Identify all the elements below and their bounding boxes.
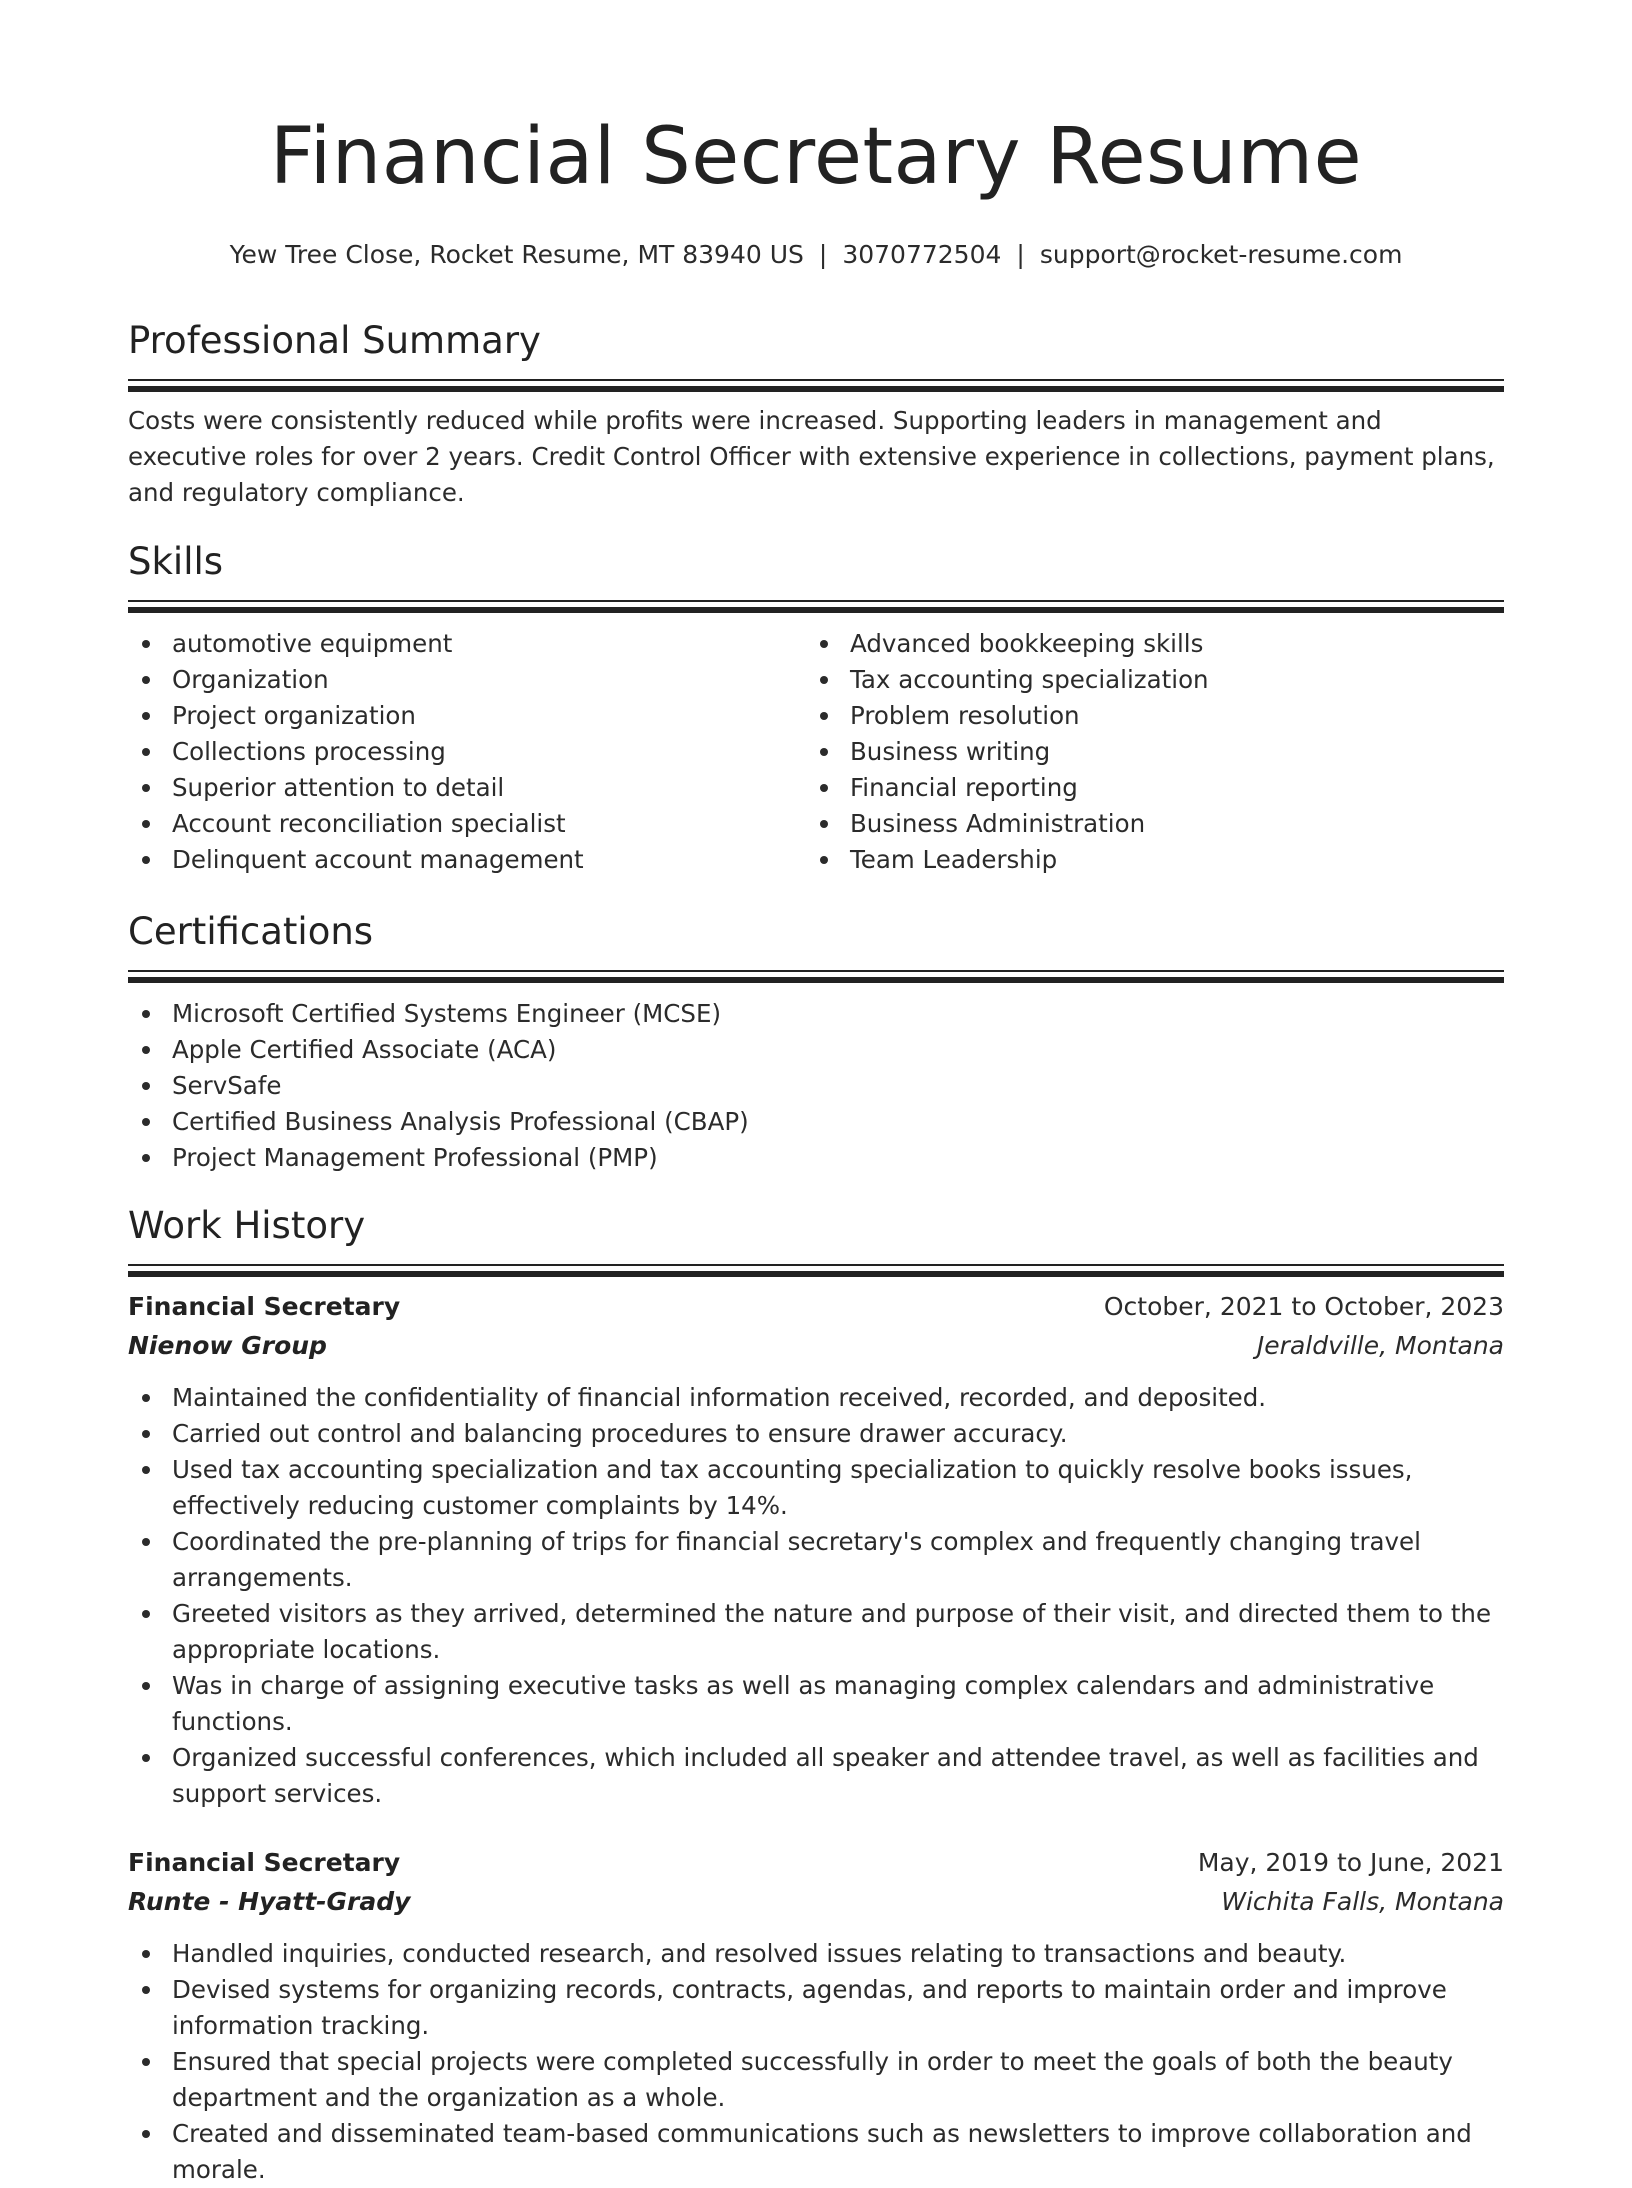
work-history-section <box>128 1204 1504 2188</box>
job-title: Financial Secretary <box>128 1848 401 1877</box>
section-divider <box>128 600 1504 614</box>
bullet-icon <box>142 1682 150 1690</box>
contact-line <box>128 240 1504 269</box>
bullet-icon <box>142 1010 150 1018</box>
skill-item: Business writing <box>806 734 1484 770</box>
certification-item: Apple Certified Associate (ACA) <box>128 1032 1504 1068</box>
job-header-row <box>128 1288 1504 1326</box>
section-divider <box>128 379 1504 393</box>
bullet-icon <box>142 1118 150 1126</box>
bullet-icon <box>142 820 150 828</box>
contact-separator: | <box>1016 240 1025 269</box>
section-title-skills: Skills <box>128 540 224 583</box>
skill-item: Financial reporting <box>806 770 1484 806</box>
summary-text: Costs were consistently reduced while profits were increased. Supporting leaders in management and executive roles for over 2 years. Credit Control Officer with extensive experience in collections, payment plans, and regulatory compliance. <box>128 406 1495 507</box>
job-title: Financial Secretary <box>128 1292 401 1321</box>
bullet-icon <box>142 1430 150 1438</box>
certifications-list <box>128 996 1504 1176</box>
skill-item: Delinquent account management <box>128 842 806 878</box>
job-duty-item: Greeted visitors as they arrived, determined the nature and purpose of their visit, and directed them to the appropriate locations. <box>128 1596 1504 1668</box>
job-duty-item: Created and disseminated team-based communications such as newsletters to improve collaboration and morale. <box>128 2116 1504 2188</box>
skill-item: Account reconciliation specialist <box>128 806 806 842</box>
certification-item: ServSafe <box>128 1068 1504 1104</box>
bullet-icon <box>142 1986 150 1994</box>
bullet-icon <box>820 676 828 684</box>
job-entry <box>128 1844 1504 2188</box>
skill-item: Team Leadership <box>806 842 1484 878</box>
summary-section <box>128 319 1504 511</box>
section-title-certifications: Certifications <box>128 910 374 953</box>
skill-item: Tax accounting specialization <box>806 662 1484 698</box>
job-header-row <box>128 1844 1504 1882</box>
bullet-icon <box>820 784 828 792</box>
section-divider <box>128 1264 1504 1278</box>
job-duties-list <box>128 1380 1504 1812</box>
skill-item: Business Administration <box>806 806 1484 842</box>
skills-columns <box>128 626 1504 878</box>
certification-item: Microsoft Certified Systems Engineer (MCSE) <box>128 996 1504 1032</box>
job-company-row <box>128 1882 1504 1922</box>
job-duty-item: Devised systems for organizing records, contracts, agendas, and reports to maintain order and improve information tracking. <box>128 1972 1504 2044</box>
bullet-icon <box>820 748 828 756</box>
job-company: Runte - Hyatt-Grady <box>128 1887 411 1916</box>
contact-separator: | <box>818 240 828 269</box>
certifications-section <box>128 910 1504 1176</box>
job-company: Nienow Group <box>128 1331 327 1360</box>
bullet-icon <box>142 2130 150 2138</box>
skills-section <box>128 540 1504 878</box>
bullet-icon <box>142 2058 150 2066</box>
bullet-icon <box>820 856 828 864</box>
bullet-icon <box>142 1538 150 1546</box>
bullet-icon <box>142 640 150 648</box>
job-duty-item: Carried out control and balancing procedures to ensure drawer accuracy. <box>128 1416 1504 1452</box>
job-duty-item: Coordinated the pre-planning of trips for financial secretary's complex and frequently changing travel arrangements. <box>128 1524 1504 1596</box>
section-title-summary: Professional Summary <box>128 319 541 362</box>
skill-item: Problem resolution <box>806 698 1484 734</box>
job-duties-list <box>128 1936 1504 2188</box>
skill-item: automotive equipment <box>128 626 806 662</box>
bullet-icon <box>820 820 828 828</box>
bullet-icon <box>142 1950 150 1958</box>
contact-phone: 3070772504 <box>842 240 1002 269</box>
job-duty-item: Organized successful conferences, which included all speaker and attendee travel, as well as facilities and support services. <box>128 1740 1504 1812</box>
bullet-icon <box>820 712 828 720</box>
skills-list-right <box>806 626 1484 878</box>
job-entry <box>128 1288 1504 1812</box>
job-dates: May, 2019 to June, 2021 <box>1197 1848 1504 1877</box>
job-company-row <box>128 1326 1504 1366</box>
bullet-icon <box>142 1154 150 1162</box>
skill-item: Superior attention to detail <box>128 770 806 806</box>
job-dates: October, 2021 to October, 2023 <box>1103 1292 1504 1321</box>
contact-address: Yew Tree Close, Rocket Resume, MT 83940 US <box>229 240 804 269</box>
bullet-icon <box>142 856 150 864</box>
certification-item: Certified Business Analysis Professional (CBAP) <box>128 1104 1504 1140</box>
skill-item: Collections processing <box>128 734 806 770</box>
skill-item: Advanced bookkeeping skills <box>806 626 1484 662</box>
certification-item: Project Management Professional (PMP) <box>128 1140 1504 1176</box>
bullet-icon <box>142 1082 150 1090</box>
bullet-icon <box>142 1754 150 1762</box>
skill-item: Organization <box>128 662 806 698</box>
job-location: Jeraldville, Montana <box>1256 1331 1504 1360</box>
job-location: Wichita Falls, Montana <box>1221 1887 1504 1916</box>
contact-email: support@rocket-resume.com <box>1039 240 1403 269</box>
skill-item: Project organization <box>128 698 806 734</box>
job-duty-item: Handled inquiries, conducted research, and resolved issues relating to transactions and beauty. <box>128 1936 1504 1972</box>
bullet-icon <box>142 1394 150 1402</box>
bullet-icon <box>142 784 150 792</box>
bullet-icon <box>142 1466 150 1474</box>
job-duty-item: Ensured that special projects were completed successfully in order to meet the goals of both the beauty department and the organization as a whole. <box>128 2044 1504 2116</box>
skills-list-left <box>128 626 806 878</box>
job-duty-item: Maintained the confidentiality of financial information received, recorded, and deposited. <box>128 1380 1504 1416</box>
bullet-icon <box>820 640 828 648</box>
resume-page <box>128 0 1504 2184</box>
bullet-icon <box>142 712 150 720</box>
bullet-icon <box>142 1610 150 1618</box>
resume-title: Financial Secretary Resume <box>269 112 1363 202</box>
bullet-icon <box>142 676 150 684</box>
job-duty-item: Used tax accounting specialization and tax accounting specialization to quickly resolve books issues, effectively reducing customer complaints by 14%. <box>128 1452 1504 1524</box>
section-title-work-history: Work History <box>128 1204 366 1247</box>
section-divider <box>128 970 1504 984</box>
bullet-icon <box>142 1046 150 1054</box>
job-duty-item: Was in charge of assigning executive tasks as well as managing complex calendars and administrative functions. <box>128 1668 1504 1740</box>
bullet-icon <box>142 748 150 756</box>
